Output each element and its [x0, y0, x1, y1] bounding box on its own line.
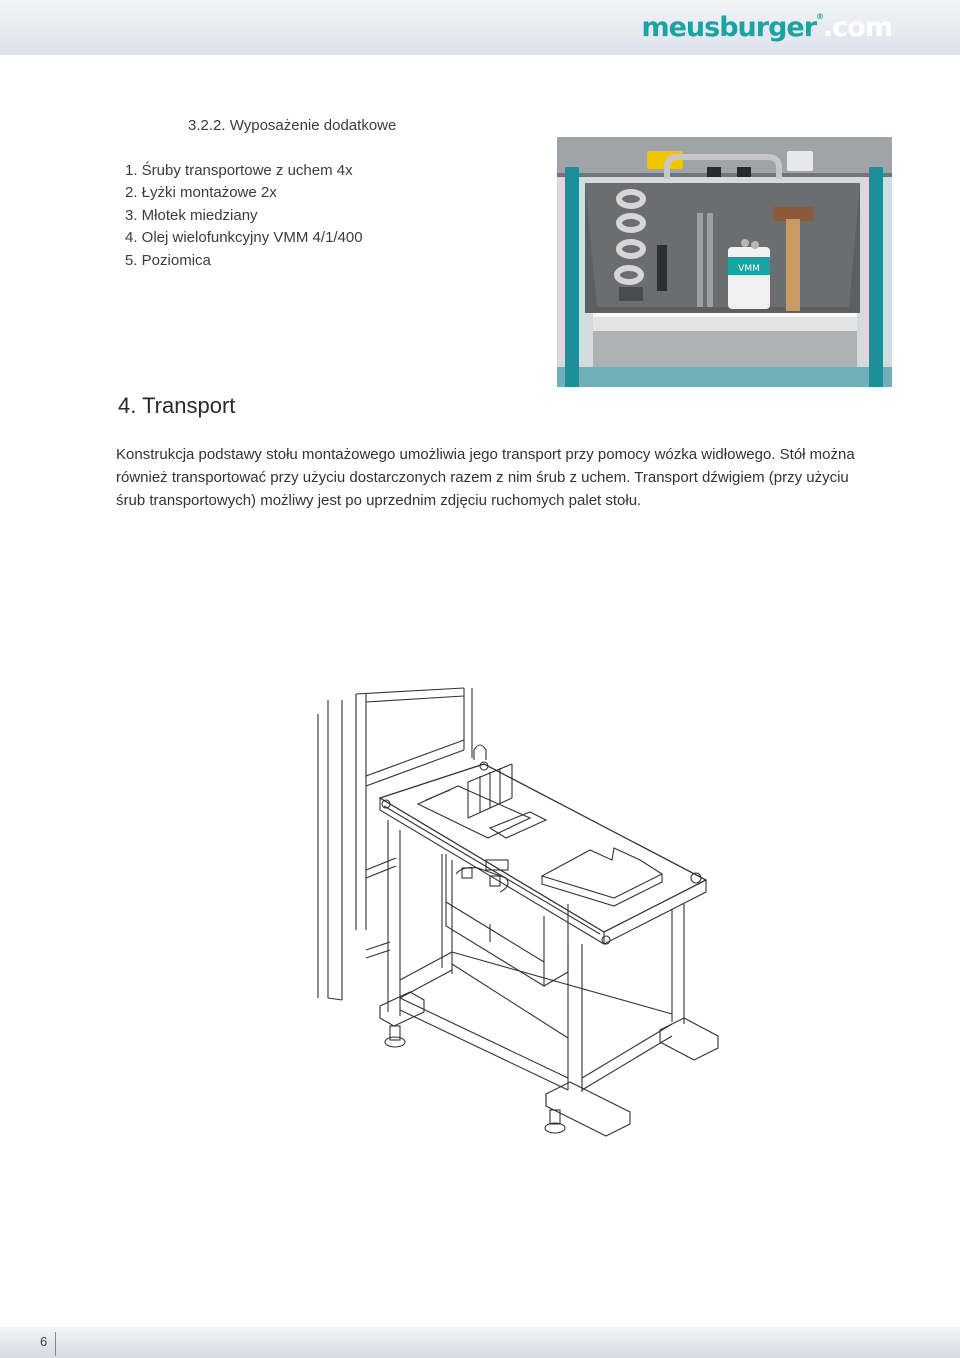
logo-domain: .com [823, 12, 892, 43]
list-item: 2. Łyżki montażowe 2x [125, 184, 277, 202]
list-item: 4. Olej wielofunkcyjny VMM 4/1/400 [125, 229, 363, 247]
page-number-separator [55, 1332, 56, 1356]
transport-description: Konstrukcja podstawy stołu montażowego umożliwia jego transport przy pomocy wózka widłowego. Stół można również transportować przy użyciu dostarczonych razem z nim śrub z uchem. Transport dźwigiem (przy użyciu śrub transportowych) możliwy jest po uprzednim zdjęciu ruchomych palet stołu. [116, 446, 855, 509]
equipment-list [125, 160, 363, 272]
footer-band [0, 1327, 960, 1358]
list-item: 5. Poziomica [125, 251, 211, 269]
transport-heading: 4. Transport [118, 393, 236, 418]
list-item: 1. Śruby transportowe z uchem 4x [125, 162, 353, 179]
list-item: 3. Młotek miedziany [125, 206, 258, 224]
page-number: 6 [40, 1334, 48, 1349]
header-band [0, 0, 960, 55]
logo-registered-mark: ® [816, 12, 824, 21]
drawer-accessories-photo [557, 137, 892, 387]
logo-brand: meusburger [641, 12, 817, 43]
oil-bottle-label: VMM [738, 264, 760, 274]
section-subtitle: 3.2.2. Wyposażenie dodatkowe [188, 117, 397, 134]
table-transport-drawing [300, 680, 740, 1150]
meusburger-logo [641, 12, 892, 43]
